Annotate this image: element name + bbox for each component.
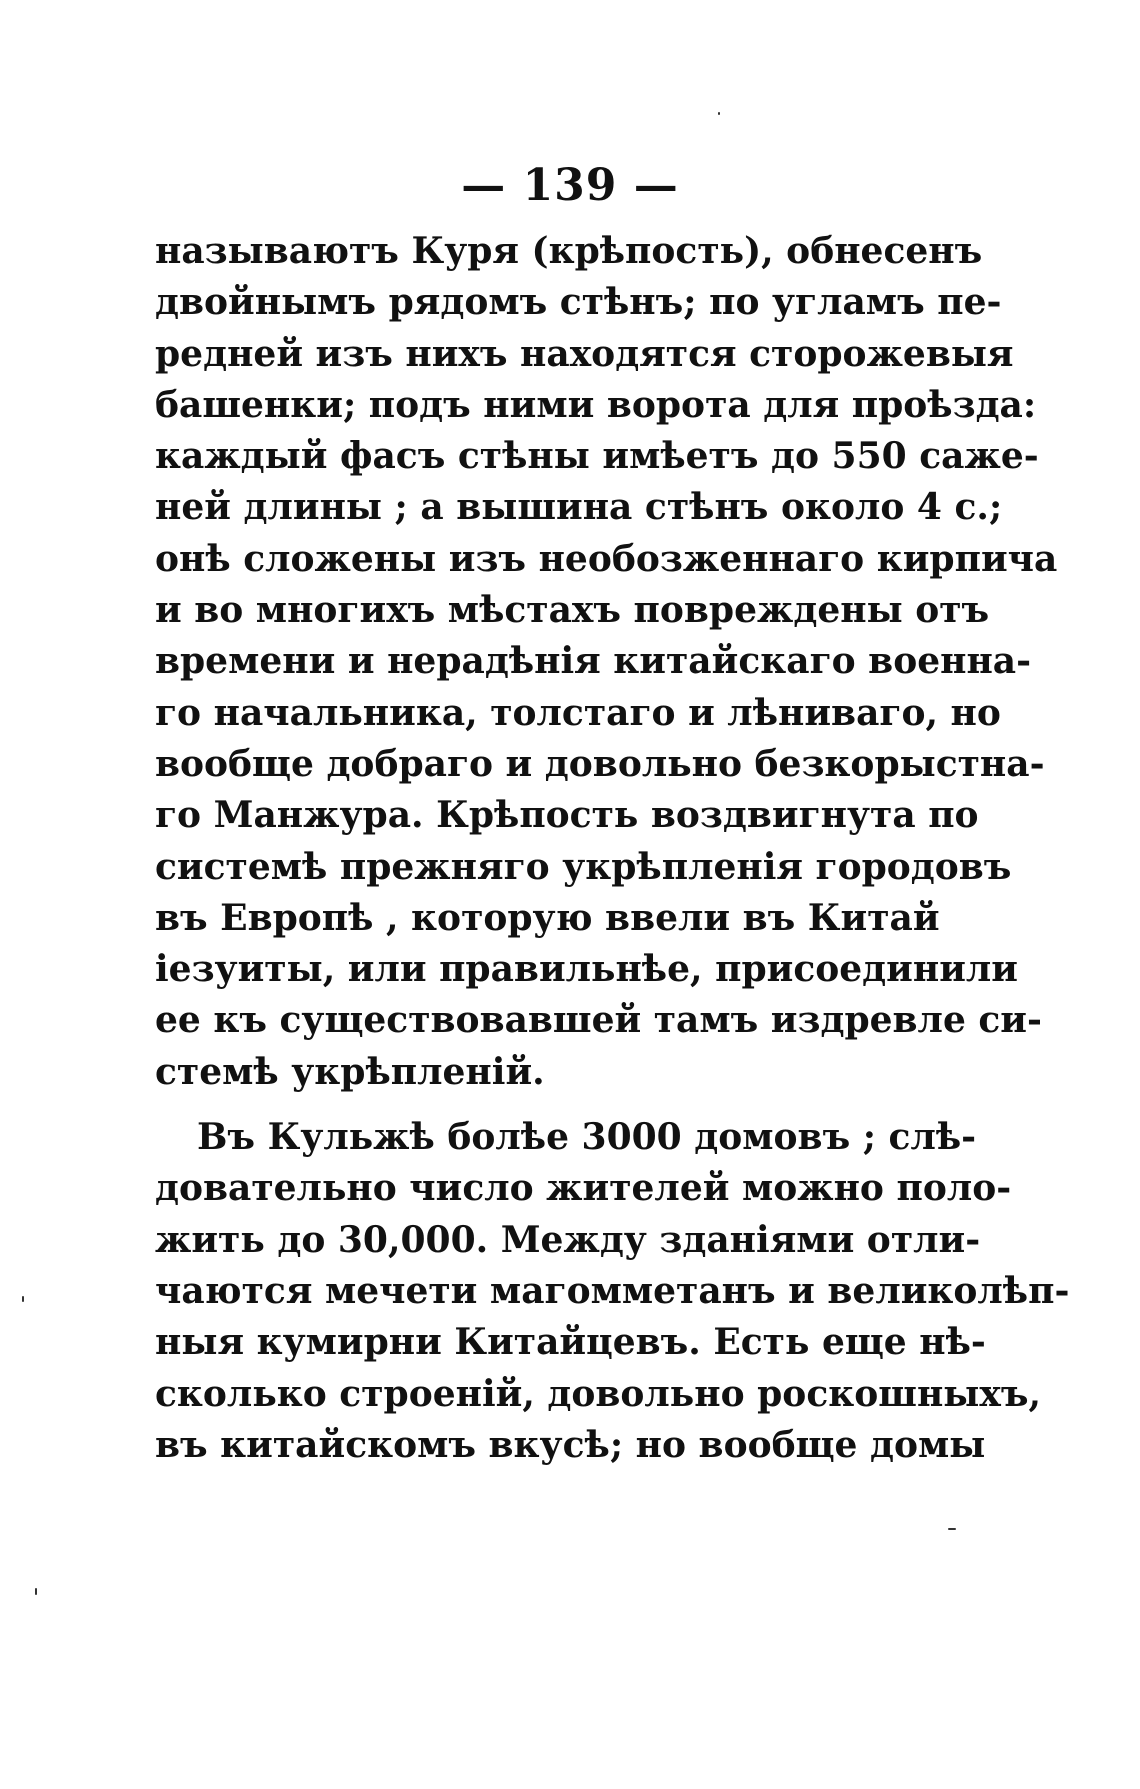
paragraph	[155, 226, 1058, 1098]
scan-speck	[35, 1588, 37, 1595]
text-line: жить до 30,000. Между зданіями отли-	[155, 1218, 981, 1261]
text-line: ныя кумирни Китайцевъ. Есть еще нѣ-	[155, 1321, 986, 1364]
text-line: іезуиты, или правильнѣе, присоединили	[155, 948, 1018, 991]
text-line: чаются мечети магомметанъ и великолѣп-	[155, 1269, 1070, 1312]
text-line: въ китайскомъ вкусѣ; но вообще домы	[155, 1423, 986, 1466]
body-text	[155, 226, 1070, 1471]
scan-speck	[948, 1528, 956, 1530]
text-line: башенки; подъ ними ворота для проѣзда:	[155, 383, 1037, 426]
text-line: го начальника, толстаго и лѣниваго, но	[155, 691, 1001, 734]
text-line: сколько строеній, довольно роскошныхъ,	[155, 1372, 1041, 1415]
page-number: — 139 —	[461, 160, 679, 211]
text-line: ее къ существовавшей тамъ издревле си-	[155, 999, 1042, 1042]
text-line: и во многихъ мѣстахъ повреждены отъ	[155, 589, 990, 632]
paragraph	[155, 1112, 1070, 1471]
text-line: онѣ сложены изъ необозженнаго кирпича	[155, 537, 1058, 580]
text-line: вообще добраго и довольно безкорыстна-	[155, 742, 1045, 785]
text-line: довательно число жителей можно поло-	[155, 1167, 1012, 1210]
text-line: стемѣ укрѣпленій.	[155, 1050, 545, 1093]
text-line: системѣ прежняго укрѣпленія городовъ	[155, 845, 1012, 888]
text-line: редней изъ нихъ находятся сторожевыя	[155, 332, 1014, 375]
text-line: каждый фасъ стѣны имѣетъ до 550 саже-	[155, 435, 1039, 478]
text-line: ней длины ; а вышина стѣнъ около 4 с.;	[155, 486, 1003, 529]
text-line: называютъ Куря (крѣпость), обнесенъ	[155, 230, 983, 272]
text-line: въ Европѣ , которую ввели въ Китай	[155, 896, 940, 939]
scan-speck	[22, 1296, 24, 1302]
text-line: го Манжура. Крѣпость воздвигнута по	[155, 794, 979, 837]
scan-speck	[718, 112, 720, 115]
text-line: времени и нерадѣнія китайскаго военна-	[155, 640, 1032, 683]
text-line: двойнымъ рядомъ стѣнъ; по угламъ пе-	[155, 281, 1002, 324]
text-line: Въ Кульжѣ болѣе 3000 домовъ ; слѣ-	[197, 1116, 977, 1159]
paragraph-gap	[155, 1098, 910, 1112]
